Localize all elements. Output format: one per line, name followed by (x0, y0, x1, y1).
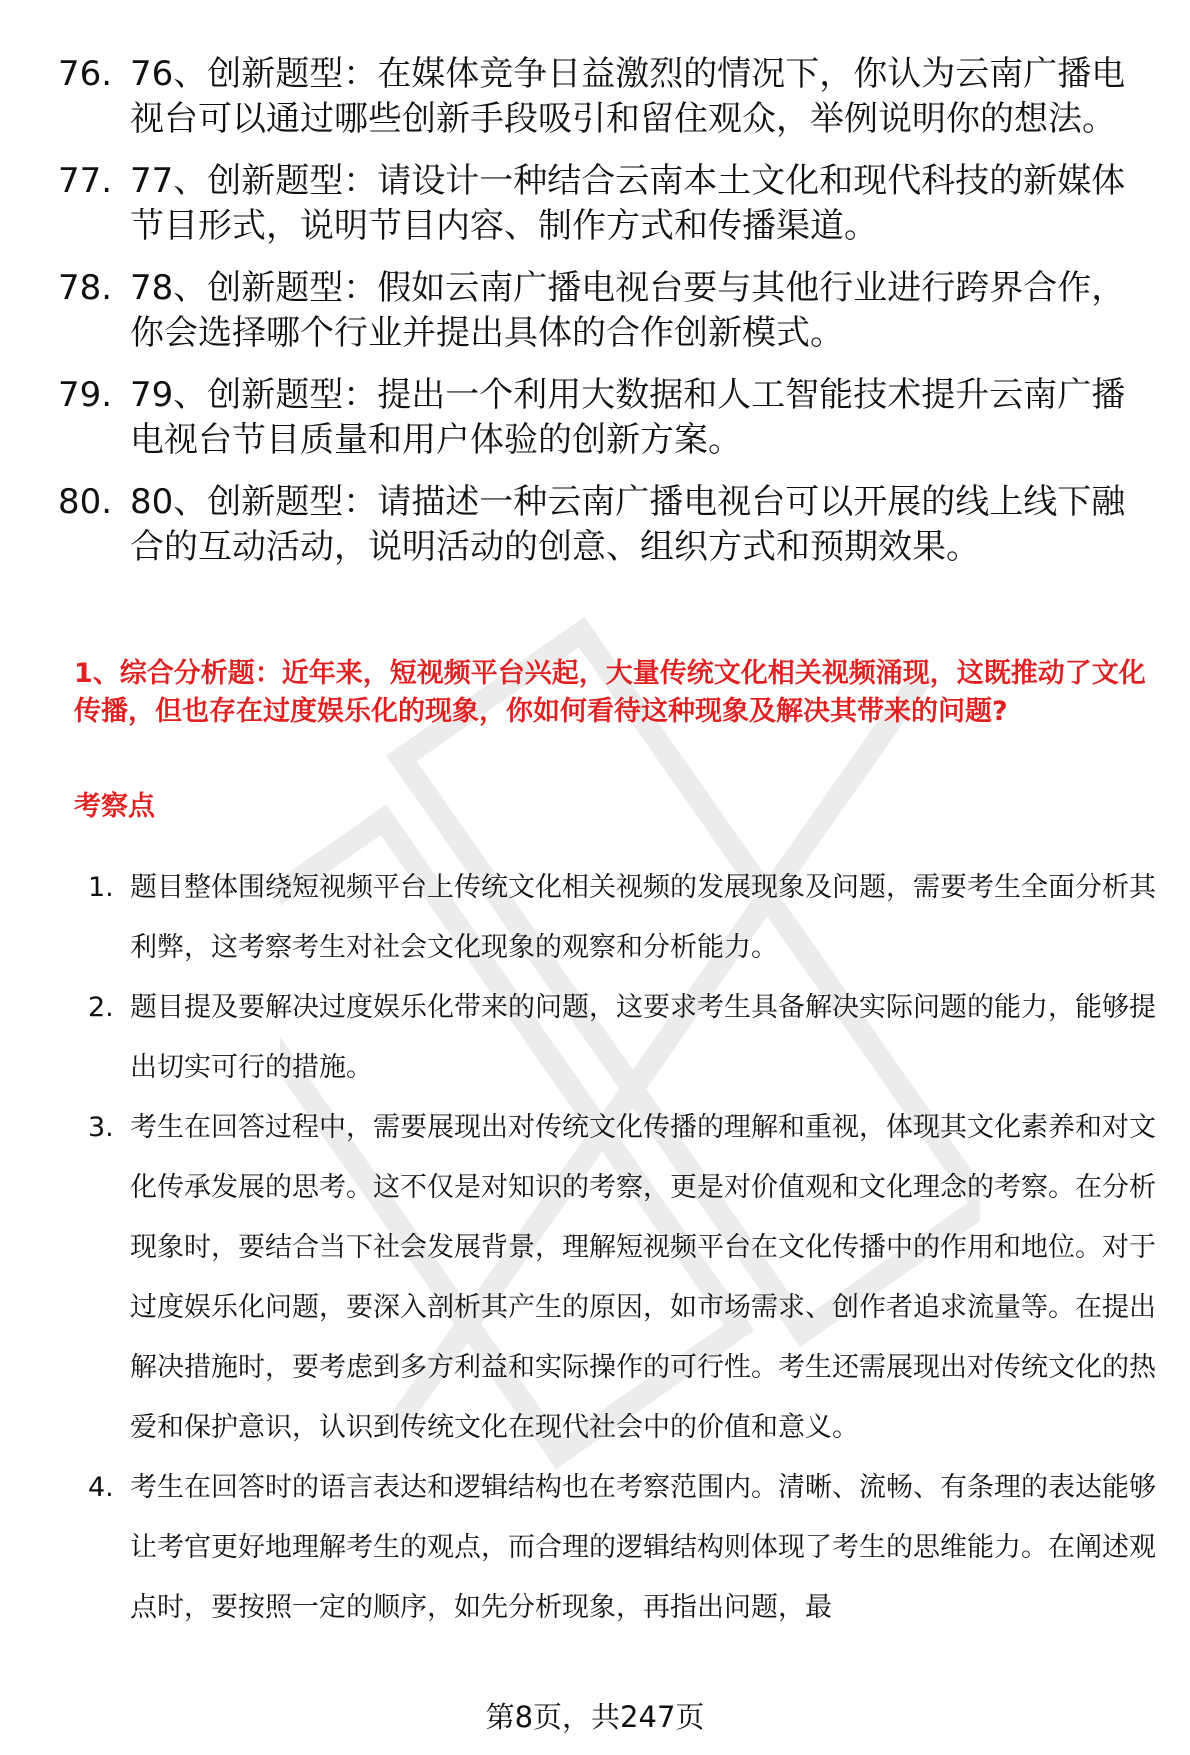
question-text: 78、创新题型：假如云南广播电视台要与其他行业进行跨界合作，你会选择哪个行业并提出具体的合作创新模式。 (130, 268, 1126, 353)
question-text: 77、创新题型：请设计一种结合云南本土文化和现代科技的新媒体节目形式，说明节目内容、制作方式和传播渠道。 (130, 161, 1126, 246)
list-item (88, 978, 1158, 1098)
question-text: 76、创新题型：在媒体竞争日益激烈的情况下，你认为云南广播电视台可以通过哪些创新手段吸引和留住观众，举例说明你的想法。 (130, 54, 1126, 139)
question-number: 80. (58, 482, 113, 522)
analysis-text: 考生在回答过程中，需要展现出对传统文化传播的理解和重视，体现其文化素养和对文化传承发展的思考。这不仅是对知识的考察，更是对价值观和文化理念的考察。在分析现象时，要结合当下社会发展背景，理解短视频平台在文化传播中的作用和地位。对于过度娱乐化问题，要深入剖析其产生的原因，如市场需求、创作者追求流量等。在提出解决措施时，要考虑到多方利益和实际操作的可行性。考生还需展现出对传统文化的热爱和保护意识，认识到传统文化在现代社会中的价值和意义。 (130, 1112, 1156, 1443)
list-item (88, 1458, 1158, 1638)
list-item (58, 480, 1158, 570)
question-number: 79. (58, 375, 113, 415)
list-item (58, 159, 1158, 249)
analysis-number: 3. (88, 1112, 114, 1143)
question-text: 80、创新题型：请描述一种云南广播电视台可以开展的线上线下融合的互动活动，说明活动的创意、组织方式和预期效果。 (130, 482, 1126, 567)
list-item (58, 52, 1158, 142)
question-number: 77. (58, 161, 113, 201)
list-item (58, 373, 1158, 463)
question-number: 76. (58, 54, 113, 94)
analysis-number: 4. (88, 1472, 114, 1503)
analysis-text: 考生在回答时的语言表达和逻辑结构也在考察范围内。清晰、流畅、有条理的表达能够让考官更好地理解考生的观点，而合理的逻辑结构则体现了考生的思维能力。在阐述观点时，要按照一定的顺序，如先分析现象，再指出问题，最 (130, 1472, 1156, 1623)
section-subheading: 考察点 (74, 791, 155, 822)
analysis-text: 题目整体围绕短视频平台上传统文化相关视频的发展现象及问题，需要考生全面分析其利弊，这考察考生对社会文化现象的观察和分析能力。 (130, 872, 1156, 963)
section-heading: 1、综合分析题：近年来，短视频平台兴起，大量传统文化相关视频涌现，这既推动了文化传播，但也存在过度娱乐化的现象，你如何看待这种现象及解决其带来的问题? (74, 658, 1146, 727)
list-item (88, 858, 1158, 978)
question-list (58, 52, 1158, 587)
question-number: 78. (58, 268, 113, 308)
list-item (88, 1098, 1158, 1458)
question-text: 79、创新题型：提出一个利用大数据和人工智能技术提升云南广播电视台节目质量和用户体验的创新方案。 (130, 375, 1126, 460)
analysis-number: 1. (88, 872, 114, 903)
analysis-list (88, 858, 1158, 1638)
page-footer: 第8页，共247页 (485, 1700, 705, 1734)
list-item (58, 266, 1158, 356)
analysis-number: 2. (88, 992, 114, 1023)
analysis-text: 题目提及要解决过度娱乐化带来的问题，这要求考生具备解决实际问题的能力，能够提出切实可行的措施。 (130, 992, 1156, 1083)
